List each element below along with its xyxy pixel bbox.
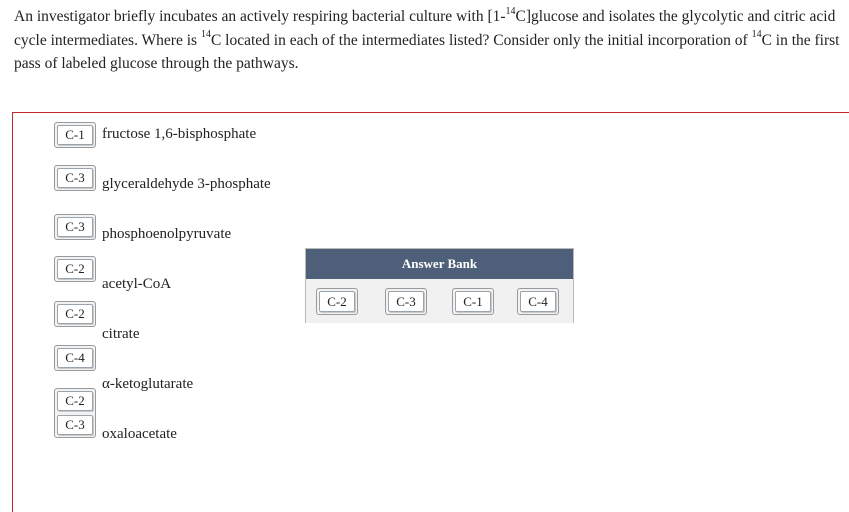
row-label: acetyl-CoA (102, 276, 172, 292)
drop-target-glyceraldehyde-3-phosphate[interactable] (54, 165, 96, 191)
bank-slot[interactable] (316, 288, 358, 315)
superscript: 14 (505, 5, 516, 17)
bank-slot[interactable] (517, 288, 559, 315)
answer-chip[interactable]: C-3 (57, 415, 93, 435)
bank-chip-c4[interactable]: C-4 (520, 291, 556, 312)
answer-chip[interactable]: C-3 (57, 217, 93, 237)
bank-chip-c1[interactable]: C-1 (455, 291, 491, 312)
bank-chip-c2[interactable]: C-2 (319, 291, 355, 312)
row-label: citrate (102, 326, 140, 342)
answer-chip[interactable]: C-3 (57, 168, 93, 188)
drop-target-phosphoenolpyruvate[interactable] (54, 214, 96, 240)
question-text (14, 5, 844, 76)
bank-slot[interactable] (385, 288, 427, 315)
superscript: 14 (200, 29, 211, 41)
row-label: phosphoenolpyruvate (102, 226, 232, 242)
drop-target-acetyl-coa[interactable] (54, 256, 96, 282)
drop-target-oxaloacetate[interactable] (54, 388, 96, 438)
row-label: oxaloacetate (102, 426, 177, 442)
answer-chip[interactable]: C-1 (57, 125, 93, 145)
row-label: glyceraldehyde 3-phosphate (102, 176, 271, 192)
question-part: C in the first pass of labeled glucose through the pathways. (14, 31, 840, 72)
answer-bank-items (306, 279, 573, 323)
answer-chip[interactable]: C-2 (57, 391, 93, 411)
drop-target-citrate[interactable] (54, 301, 96, 327)
drop-target-alpha-ketoglutarate[interactable] (54, 345, 96, 371)
question-part: C]glucose and isolates the glycolytic and citric acid cycle intermediates. Where is (14, 8, 836, 49)
question-part: C located in each of the intermediates listed? Consider only the initial incorporation of (210, 31, 752, 49)
bank-chip-c3[interactable]: C-3 (388, 291, 424, 312)
answer-bank (305, 248, 574, 323)
superscript: 14 (751, 29, 762, 41)
answer-chip[interactable]: C-2 (57, 259, 93, 279)
answer-bank-title: Answer Bank (306, 249, 573, 279)
row-label: α-ketoglutarate (102, 376, 194, 392)
answer-chip[interactable]: C-4 (57, 348, 93, 368)
question-part: An investigator briefly incubates an actively respiring bacterial culture with [1- (14, 8, 506, 25)
bank-slot[interactable] (452, 288, 494, 315)
answer-chip[interactable]: C-2 (57, 304, 93, 324)
drop-target-fructose-16-bisphosphate[interactable] (54, 122, 96, 148)
row-label: fructose 1,6-bisphosphate (102, 126, 257, 142)
